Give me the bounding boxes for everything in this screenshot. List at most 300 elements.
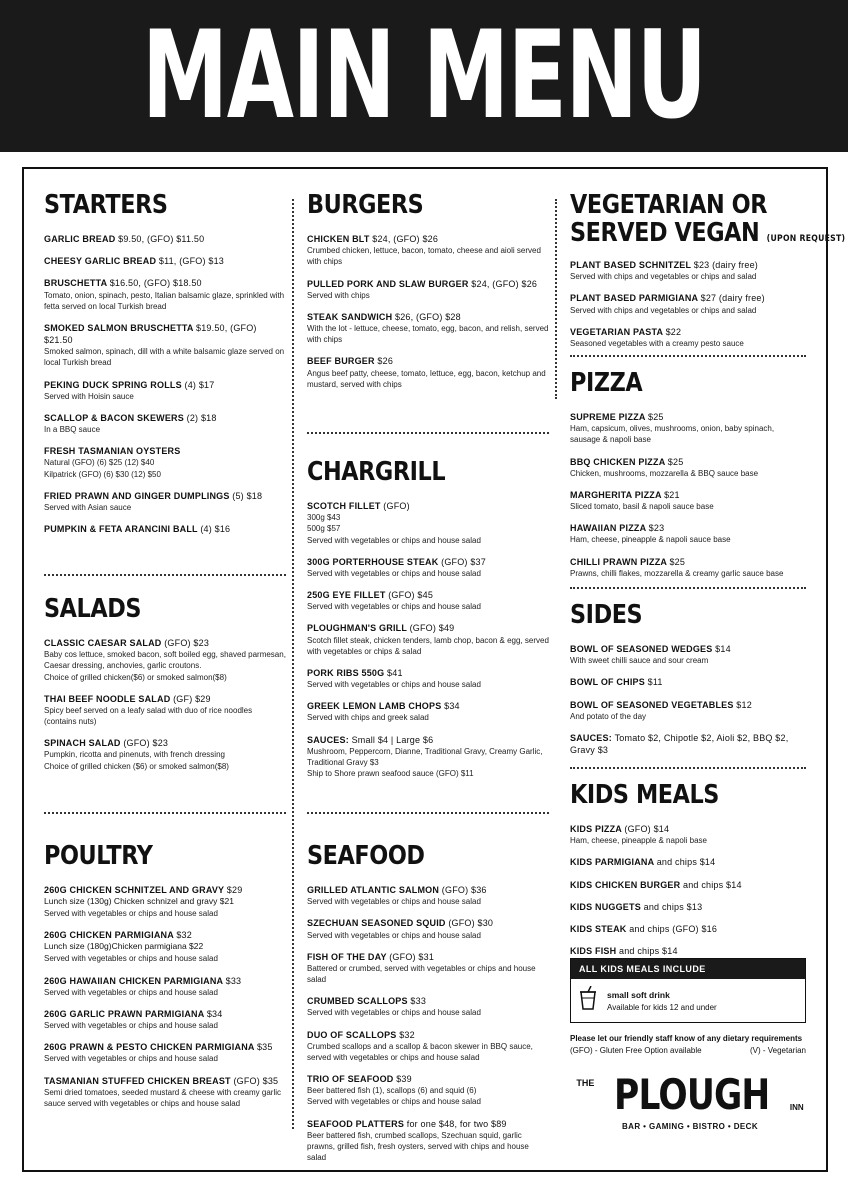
menu-item-price: $29 <box>226 885 243 896</box>
plough-inn-logo <box>576 1070 804 1131</box>
menu-item-price: $16.50, (GFO) $18.50 <box>109 278 202 289</box>
logo-inn: INN <box>789 1103 804 1112</box>
logo-wordmark <box>576 1070 804 1119</box>
menu-item-title <box>570 879 806 891</box>
menu-item-name: PORK RIBS 550G <box>307 667 385 678</box>
menu-item-description: Served with chips <box>307 290 370 300</box>
menu-item-name: CHEESY GARLIC BREAD <box>44 256 157 267</box>
menu-item-name: DUO OF SCALLOPS <box>307 1029 397 1040</box>
menu-item-title <box>307 667 549 679</box>
menu-item-title <box>570 856 806 868</box>
menu-item-price: (GFO) $23 <box>164 638 210 649</box>
menu-item-name: KIDS PARMIGIANA <box>570 857 654 868</box>
menu-item-description: Served with vegetables or chips and house salad <box>307 897 481 907</box>
menu-item-title <box>570 945 806 957</box>
section-title-text: SERVED VEGAN <box>570 218 760 249</box>
page-title: MAIN MENU <box>142 5 706 146</box>
menu-item-title <box>307 355 549 367</box>
menu-item <box>570 556 806 579</box>
menu-item <box>44 379 286 402</box>
menu-item-title <box>570 823 806 835</box>
menu-item-name: PLOUGHMAN'S GRILL <box>307 623 407 634</box>
menu-item-price: $22 <box>665 326 682 337</box>
menu-item <box>307 1029 549 1064</box>
menu-item-description: Sliced tomato, basil & napoli sauce base <box>570 502 714 512</box>
section-title: VEGETARIAN OR <box>570 190 768 220</box>
menu-item-title <box>44 1075 286 1087</box>
dietary-notice <box>570 1033 806 1057</box>
menu-item-title <box>570 292 806 304</box>
menu-item <box>570 522 806 545</box>
menu-item-title <box>44 737 286 749</box>
menu-item-description: Semi dried tomatoes, seeded mustard & cheese with creamy garlic sauce served with vegetables or chips and house salad <box>44 1087 281 1108</box>
menu-item-price: $23 (dairy free) <box>693 260 758 271</box>
menu-item-description: Served with Asian sauce <box>44 502 132 512</box>
logo-tagline: BAR • GAMING • BISTRO • DECK <box>621 1122 759 1131</box>
menu-item-price: and chips $14 <box>656 857 716 868</box>
menu-item <box>570 643 806 666</box>
menu-item-price: $41 <box>387 667 403 678</box>
menu-item-description: Battered or crumbed, served with vegetables or chips and house salad <box>307 963 536 985</box>
menu-item-title <box>570 901 806 913</box>
menu-item-price: and chips $14 <box>683 879 742 890</box>
menu-item-lunch-size: Lunch size (180g)Chicken parmigiana $22 <box>44 941 204 952</box>
menu-item <box>307 311 549 346</box>
menu-item-title <box>44 884 286 896</box>
gfo-legend: (GFO) - Gluten Free Option available <box>570 1046 702 1055</box>
menu-item-name: BOWL OF SEASONED WEDGES <box>570 644 713 655</box>
menu-item-description: Scotch fillet steak, chicken tenders, lamb chop, bacon & egg, served with vegetables or chips & salad <box>307 635 549 656</box>
menu-item-description: Natural (GFO) (6) $25 (12) $40 Kilpatrick (GFO) (6) $30 (12) $50 <box>44 458 161 479</box>
menu-item <box>307 917 549 940</box>
menu-item <box>307 233 549 268</box>
menu-item-price: $24, (GFO) $26 <box>372 234 439 245</box>
menu-item-name: BRUSCHETTA <box>44 278 107 289</box>
menu-item <box>307 556 549 579</box>
menu-item-price: (GFO) $30 <box>448 918 494 929</box>
menu-item-price: (GFO) $37 <box>441 556 486 567</box>
menu-item-title <box>307 622 549 634</box>
section-title: SALADS <box>44 594 142 624</box>
section-chargrill <box>307 458 549 789</box>
menu-item-name: 250G EYE FILLET <box>307 590 386 601</box>
menu-item-description: Smoked salmon, spinach, dill with a white balsamic glaze served on local Turkish bread <box>44 347 285 368</box>
menu-item <box>44 1041 286 1064</box>
menu-item-price: and chips (GFO) $16 <box>629 923 718 934</box>
menu-item-description: With sweet chilli sauce and sour cream <box>570 656 709 666</box>
section-title: BURGERS <box>307 190 424 220</box>
menu-item-title <box>570 732 806 756</box>
menu-item-price: $21 <box>664 489 680 500</box>
menu-item-name: SPINACH SALAD <box>44 738 121 749</box>
section-divider <box>570 587 806 589</box>
kids-box-text <box>607 990 717 1012</box>
menu-item-title <box>44 233 286 245</box>
menu-item-name: FRESH TASMANIAN OYSTERS <box>44 446 181 457</box>
menu-item-price: $24, (GFO) $26 <box>471 278 538 289</box>
menu-item-lunch-size: Lunch size (130g) Chicken schnizel and gravy $21 <box>44 896 234 907</box>
menu-item <box>44 929 286 964</box>
menu-item-name: SUPREME PIZZA <box>570 412 646 423</box>
menu-item <box>570 259 806 282</box>
menu-item <box>570 292 806 315</box>
menu-item-title <box>44 255 286 267</box>
menu-item-title <box>570 676 806 688</box>
menu-item <box>44 737 286 772</box>
kids-box-body <box>571 979 805 1022</box>
menu-item-title <box>570 259 806 271</box>
menu-item-title <box>44 379 286 391</box>
menu-item-price: $26 <box>377 356 394 367</box>
section-vegetarian <box>570 190 846 359</box>
section-salads <box>44 595 286 782</box>
veg-legend: (V) - Vegetarian <box>749 1046 806 1055</box>
menu-item <box>44 445 286 480</box>
section-seafood <box>307 842 549 1173</box>
menu-item-name: 260G CHICKEN SCHNITZEL AND GRAVY <box>44 885 225 896</box>
menu-item <box>44 637 286 683</box>
menu-item-name: PEKING DUCK SPRING ROLLS <box>44 379 182 390</box>
menu-item-name: 260G HAWAIIAN CHICKEN PARMIGIANA <box>44 975 223 986</box>
menu-item-price: $23 <box>648 523 665 534</box>
menu-item-title <box>307 311 549 323</box>
menu-header <box>0 0 848 152</box>
menu-item-price: (2) $18 <box>186 412 217 423</box>
menu-item-name: CLASSIC CAESAR SALAD <box>44 638 162 649</box>
menu-item-title <box>44 637 286 649</box>
menu-item-price: (GFO) <box>383 501 410 512</box>
menu-item-title <box>307 278 549 290</box>
menu-item-title <box>44 412 286 424</box>
menu-item <box>307 278 549 301</box>
section-divider <box>307 812 549 814</box>
menu-item-name: GRILLED ATLANTIC SALMON <box>307 885 440 896</box>
menu-item-name: 260G GARLIC PRAWN PARMIGIANA <box>44 1008 205 1019</box>
menu-item-title <box>570 556 806 568</box>
menu-item <box>307 500 549 546</box>
menu-item-name: BEEF BURGER <box>307 356 375 367</box>
menu-item-price: (GFO) $45 <box>388 590 434 601</box>
menu-item-description: Served with vegetables or chips and house salad <box>307 1008 481 1018</box>
menu-item-price: (GFO) $49 <box>409 623 455 634</box>
menu-item-description: Served with vegetables or chips and house salad <box>44 909 218 919</box>
kids-box-item: small soft drink <box>607 989 670 1000</box>
menu-item-name: KIDS NUGGETS <box>570 901 641 912</box>
menu-item-description: Served with Hoisin sauce <box>44 391 134 401</box>
menu-item <box>570 411 806 446</box>
menu-item-name: BBQ CHICKEN PIZZA <box>570 456 666 467</box>
menu-item-title <box>570 522 806 534</box>
menu-item-price: $19.50, (GFO) $21.50 <box>44 322 257 346</box>
menu-item-name: SEAFOOD PLATTERS <box>307 1118 405 1129</box>
menu-item-name: KIDS FISH <box>570 945 617 956</box>
menu-item <box>44 693 286 728</box>
section-divider <box>44 574 286 576</box>
menu-item-name: PULLED PORK AND SLAW BURGER <box>307 278 469 289</box>
menu-item-price: $33 <box>410 996 427 1007</box>
menu-item-title <box>44 277 286 289</box>
menu-item <box>307 995 549 1018</box>
menu-item-price: $34 <box>444 701 460 712</box>
menu-item-price: $27 (dairy free) <box>700 293 765 304</box>
menu-item <box>44 1008 286 1031</box>
logo-name: PLOUGH <box>614 1070 770 1119</box>
section-kids <box>570 781 806 967</box>
section-divider <box>570 767 806 769</box>
menu-item-title <box>307 884 549 896</box>
menu-item-name: CHICKEN BLT <box>307 234 370 245</box>
menu-item-price: $11, (GFO) $13 <box>158 256 225 267</box>
kids-box-title: ALL KIDS MEALS INCLUDE <box>571 959 805 979</box>
menu-item-description: Angus beef patty, cheese, tomato, lettuce, egg, bacon, ketchup and mustard, served with chips <box>307 368 546 389</box>
menu-item-price: $11 <box>647 677 663 688</box>
menu-item-description: Served with vegetables or chips and house salad <box>307 568 481 578</box>
menu-item <box>570 676 806 688</box>
menu-item-description: Chicken, mushrooms, mozzarella & BBQ sauce base <box>570 468 759 478</box>
section-title-note: (UPON REQUEST) <box>766 234 846 245</box>
menu-item-price: $9.50, (GFO) $11.50 <box>118 234 205 245</box>
menu-item-title <box>307 589 549 601</box>
menu-item-description: Crumbed chicken, lettuce, bacon, tomato, cheese and aioli served with chips <box>307 246 541 267</box>
menu-item-title <box>307 995 549 1007</box>
menu-item <box>570 823 806 846</box>
menu-item <box>307 951 549 986</box>
menu-item-name: CRUMBED SCALLOPS <box>307 996 408 1007</box>
menu-item-description: Served with vegetables or chips and house salad <box>307 930 481 940</box>
menu-item <box>44 1075 286 1110</box>
section-starters <box>44 191 286 545</box>
section-divider <box>307 432 549 434</box>
menu-item-name: PUMPKIN & FETA ARANCINI BALL <box>44 524 198 535</box>
menu-item-price: (GFO) $31 <box>389 951 435 962</box>
menu-item-name: GARLIC BREAD <box>44 234 116 245</box>
menu-item-name: THAI BEEF NOODLE SALAD <box>44 693 171 704</box>
menu-item-title <box>307 500 549 512</box>
menu-item <box>307 355 549 390</box>
menu-item <box>44 975 286 998</box>
menu-item-description: Spicy beef served on a leafy salad with duo of rice noodles (contains nuts) <box>44 705 253 727</box>
menu-item-price: and chips $13 <box>643 901 703 912</box>
menu-item-name: SZECHUAN SEASONED SQUID <box>307 918 446 929</box>
menu-item-description: Tomato, onion, spinach, pesto, Italian balsamic glaze, sprinkled with fetta served on local Turkish bread <box>44 290 285 311</box>
menu-item-price: Tomato $2, Chipotle $2, Aioli $2, BBQ $2, Gravy $3 <box>570 732 789 756</box>
menu-item-name: SMOKED SALMON BRUSCHETTA <box>44 322 194 333</box>
menu-item <box>44 233 286 245</box>
menu-item <box>44 277 286 312</box>
menu-item <box>570 945 806 957</box>
menu-item-description: Served with vegetables or chips and house salad <box>44 954 218 964</box>
menu-item-price: $32 <box>176 930 192 941</box>
menu-item-description: Mushroom, Peppercorn, Dianne, Traditional Gravy, Creamy Garlic, Traditional Gravy $3 Ship to Shore prawn seafood sauce (GFO) $11 <box>307 746 543 779</box>
menu-item-title <box>44 1008 286 1020</box>
menu-item-description: Beer battered fish, crumbed scallops, Szechuan squid, garlic prawns, grilled fish, fresh oysters, served with chips and house salad <box>307 1130 529 1163</box>
menu-item <box>44 255 286 267</box>
menu-item-description: Prawns, chilli flakes, mozzarella & creamy garlic sauce base <box>570 568 784 578</box>
menu-item-price: $39 <box>396 1074 412 1085</box>
menu-item <box>44 884 286 919</box>
menu-item <box>570 901 806 913</box>
menu-item-description: With the lot - lettuce, cheese, tomato, egg, bacon, and relish, served with chips <box>307 324 549 345</box>
section-title: POULTRY <box>44 841 153 871</box>
menu-item <box>44 490 286 513</box>
menu-item-title <box>570 643 806 655</box>
menu-item-name: 260G PRAWN & PESTO CHICKEN PARMIGIANA <box>44 1042 255 1053</box>
menu-item-title <box>307 1029 549 1041</box>
menu-item <box>570 489 806 512</box>
menu-item-title <box>307 556 549 568</box>
menu-item-price: $34 <box>206 1008 223 1019</box>
menu-item <box>570 923 806 935</box>
menu-item-title <box>570 326 806 338</box>
menu-item-description: In a BBQ sauce <box>44 425 101 434</box>
menu-item-name: PLANT BASED PARMIGIANA <box>570 293 698 304</box>
menu-item-price: (GFO) $35 <box>233 1075 279 1086</box>
menu-item <box>570 699 806 722</box>
section-title: CHARGRILL <box>307 457 446 487</box>
menu-item-description: Crumbed scallops and a scallop & bacon skewer in BBQ sauce, served with vegetables or chips and house salad <box>307 1041 533 1062</box>
menu-item-title <box>44 975 286 987</box>
section-poultry <box>44 842 286 1119</box>
menu-item-description: Ham, cheese, pineapple & napoli base <box>570 836 707 846</box>
menu-item-title <box>307 233 549 245</box>
menu-item-price: (GFO) $14 <box>624 824 670 835</box>
menu-item-description: Pumpkin, ricotta and pinenuts, with french dressing Choice of grilled chicken ($6) or smoked salmon($8) <box>44 750 229 771</box>
menu-item-description: Seasoned vegetables with a creamy pesto sauce <box>570 338 744 348</box>
menu-item-price: (4) $17 <box>184 379 215 390</box>
menu-item-price: $14 <box>715 644 731 655</box>
menu-item-description: Served with vegetables or chips and house salad <box>307 602 481 612</box>
menu-item-name: SCOTCH FILLET <box>307 501 381 512</box>
menu-item-name: KIDS CHICKEN BURGER <box>570 879 681 890</box>
menu-item-title <box>570 411 806 423</box>
section-title: STARTERS <box>44 190 168 220</box>
menu-item-price: $12 <box>736 699 752 710</box>
menu-item-name: FISH OF THE DAY <box>307 951 387 962</box>
menu-item-name: STEAK SANDWICH <box>307 311 393 322</box>
menu-item-price: (GF) $29 <box>173 693 211 704</box>
menu-item-name: TRIO OF SEAFOOD <box>307 1074 394 1085</box>
menu-item-price: (4) $16 <box>200 524 231 535</box>
menu-item-name: VEGETARIAN PASTA <box>570 326 663 337</box>
menu-item-title <box>307 1073 549 1085</box>
menu-item-title <box>44 490 286 502</box>
menu-item <box>307 589 549 612</box>
menu-item-description: Served with chips and vegetables or chips and salad <box>570 305 757 315</box>
menu-item-description: Served with chips and vegetables or chips and salad <box>570 272 757 282</box>
menu-item-price: (GFO) $36 <box>441 885 487 896</box>
menu-item <box>44 523 286 535</box>
menu-item <box>44 322 286 369</box>
menu-item-title <box>44 523 286 535</box>
menu-item <box>570 326 806 349</box>
menu-item-title <box>570 456 806 468</box>
menu-frame <box>22 167 846 1172</box>
menu-item-price: $25 <box>669 556 686 567</box>
menu-item-price: and chips $14 <box>619 945 678 956</box>
menu-item-description: Beer battered fish (1), scallops (6) and squid (6) Served with vegetables or chips and house salad <box>307 1086 481 1107</box>
menu-item-description: Served with chips and greek salad <box>307 713 429 723</box>
menu-item-name: BOWL OF CHIPS <box>570 677 645 688</box>
menu-item-description: 300g $43 500g $57 Served with vegetables or chips and house salad <box>307 513 481 545</box>
menu-item-price: (GFO) $23 <box>123 738 169 749</box>
menu-item-price: $32 <box>399 1029 415 1040</box>
menu-item-name: SAUCES: <box>570 732 612 743</box>
section-title: PIZZA <box>570 368 643 398</box>
section-divider <box>570 355 806 357</box>
menu-item-name: FRIED PRAWN AND GINGER DUMPLINGS <box>44 490 230 501</box>
menu-item <box>570 456 806 479</box>
kids-meals-include-box <box>570 958 806 1023</box>
menu-item <box>570 879 806 891</box>
menu-item <box>307 1118 549 1164</box>
menu-item-title <box>570 699 806 711</box>
section-title: KIDS MEALS <box>570 780 719 810</box>
menu-item-description: Ham, capsicum, olives, mushrooms, onion, baby spinach, sausage & napoli base <box>570 424 775 445</box>
menu-item-description: Served with vegetables or chips and house salad <box>44 1020 218 1030</box>
section-title: SEAFOOD <box>307 841 425 871</box>
section-sides <box>570 601 806 766</box>
menu-item-title <box>44 693 286 705</box>
column-divider <box>292 199 294 1129</box>
menu-item-name: KIDS PIZZA <box>570 824 622 835</box>
column-divider <box>555 199 557 399</box>
menu-item-title <box>44 322 286 346</box>
menu-item <box>307 667 549 690</box>
menu-item-description: Ham, cheese, pineapple & napoli sauce base <box>570 535 731 545</box>
menu-item-name: SAUCES: <box>307 734 349 745</box>
menu-item <box>307 700 549 723</box>
menu-item-name: 300G PORTERHOUSE STEAK <box>307 556 439 567</box>
logo-the: THE <box>576 1078 595 1088</box>
menu-item-price: $35 <box>256 1042 273 1053</box>
menu-item-title <box>570 923 806 935</box>
menu-item-title <box>307 1118 549 1130</box>
section-pizza <box>570 369 806 589</box>
menu-item <box>307 1073 549 1108</box>
menu-item <box>307 622 549 657</box>
menu-item-description: Served with vegetables or chips and house salad <box>307 680 481 690</box>
section-burgers <box>307 191 549 400</box>
menu-item-title <box>307 917 549 929</box>
menu-item-description: Baby cos lettuce, smoked bacon, soft boiled egg, shaved parmesan, Caesar dressing, anchovies, garlic croutons. Choice of grilled chicken($6) or smoked salmon($8) <box>44 650 286 682</box>
menu-item <box>307 884 549 907</box>
menu-item-price: $25 <box>647 412 664 423</box>
menu-item-title <box>307 700 549 712</box>
drink-cup-icon <box>579 986 597 1015</box>
menu-item-description: Served with vegetables or chips and house salad <box>44 1054 218 1064</box>
menu-item-name: SCALLOP & BACON SKEWERS <box>44 412 184 423</box>
menu-item-title <box>307 734 549 746</box>
section-title: SIDES <box>570 600 643 630</box>
menu-item-name: KIDS STEAK <box>570 923 627 934</box>
menu-item-price: $25 <box>667 456 684 467</box>
menu-item-name: PLANT BASED SCHNITZEL <box>570 260 692 271</box>
menu-item-title <box>44 1041 286 1053</box>
menu-item-title <box>44 445 286 457</box>
menu-item-price: for one $48, for two $89 <box>406 1118 507 1129</box>
menu-item-name: HAWAIIAN PIZZA <box>570 523 646 534</box>
dietary-notice-line: Please let our friendly staff know of any dietary requirements <box>570 1034 803 1043</box>
menu-item-description: And potato of the day <box>570 711 647 721</box>
menu-item-title <box>307 951 549 963</box>
menu-item-name: CHILLI PRAWN PIZZA <box>570 556 667 567</box>
menu-item-price: Small $4 | Large $6 <box>351 734 434 745</box>
menu-item-description: Served with vegetables or chips and house salad <box>44 987 218 997</box>
menu-item-name: BOWL OF SEASONED VEGETABLES <box>570 699 734 710</box>
menu-item-name: GREEK LEMON LAMB CHOPS <box>307 701 442 712</box>
menu-item-title <box>570 489 806 501</box>
menu-item-title <box>44 929 286 941</box>
